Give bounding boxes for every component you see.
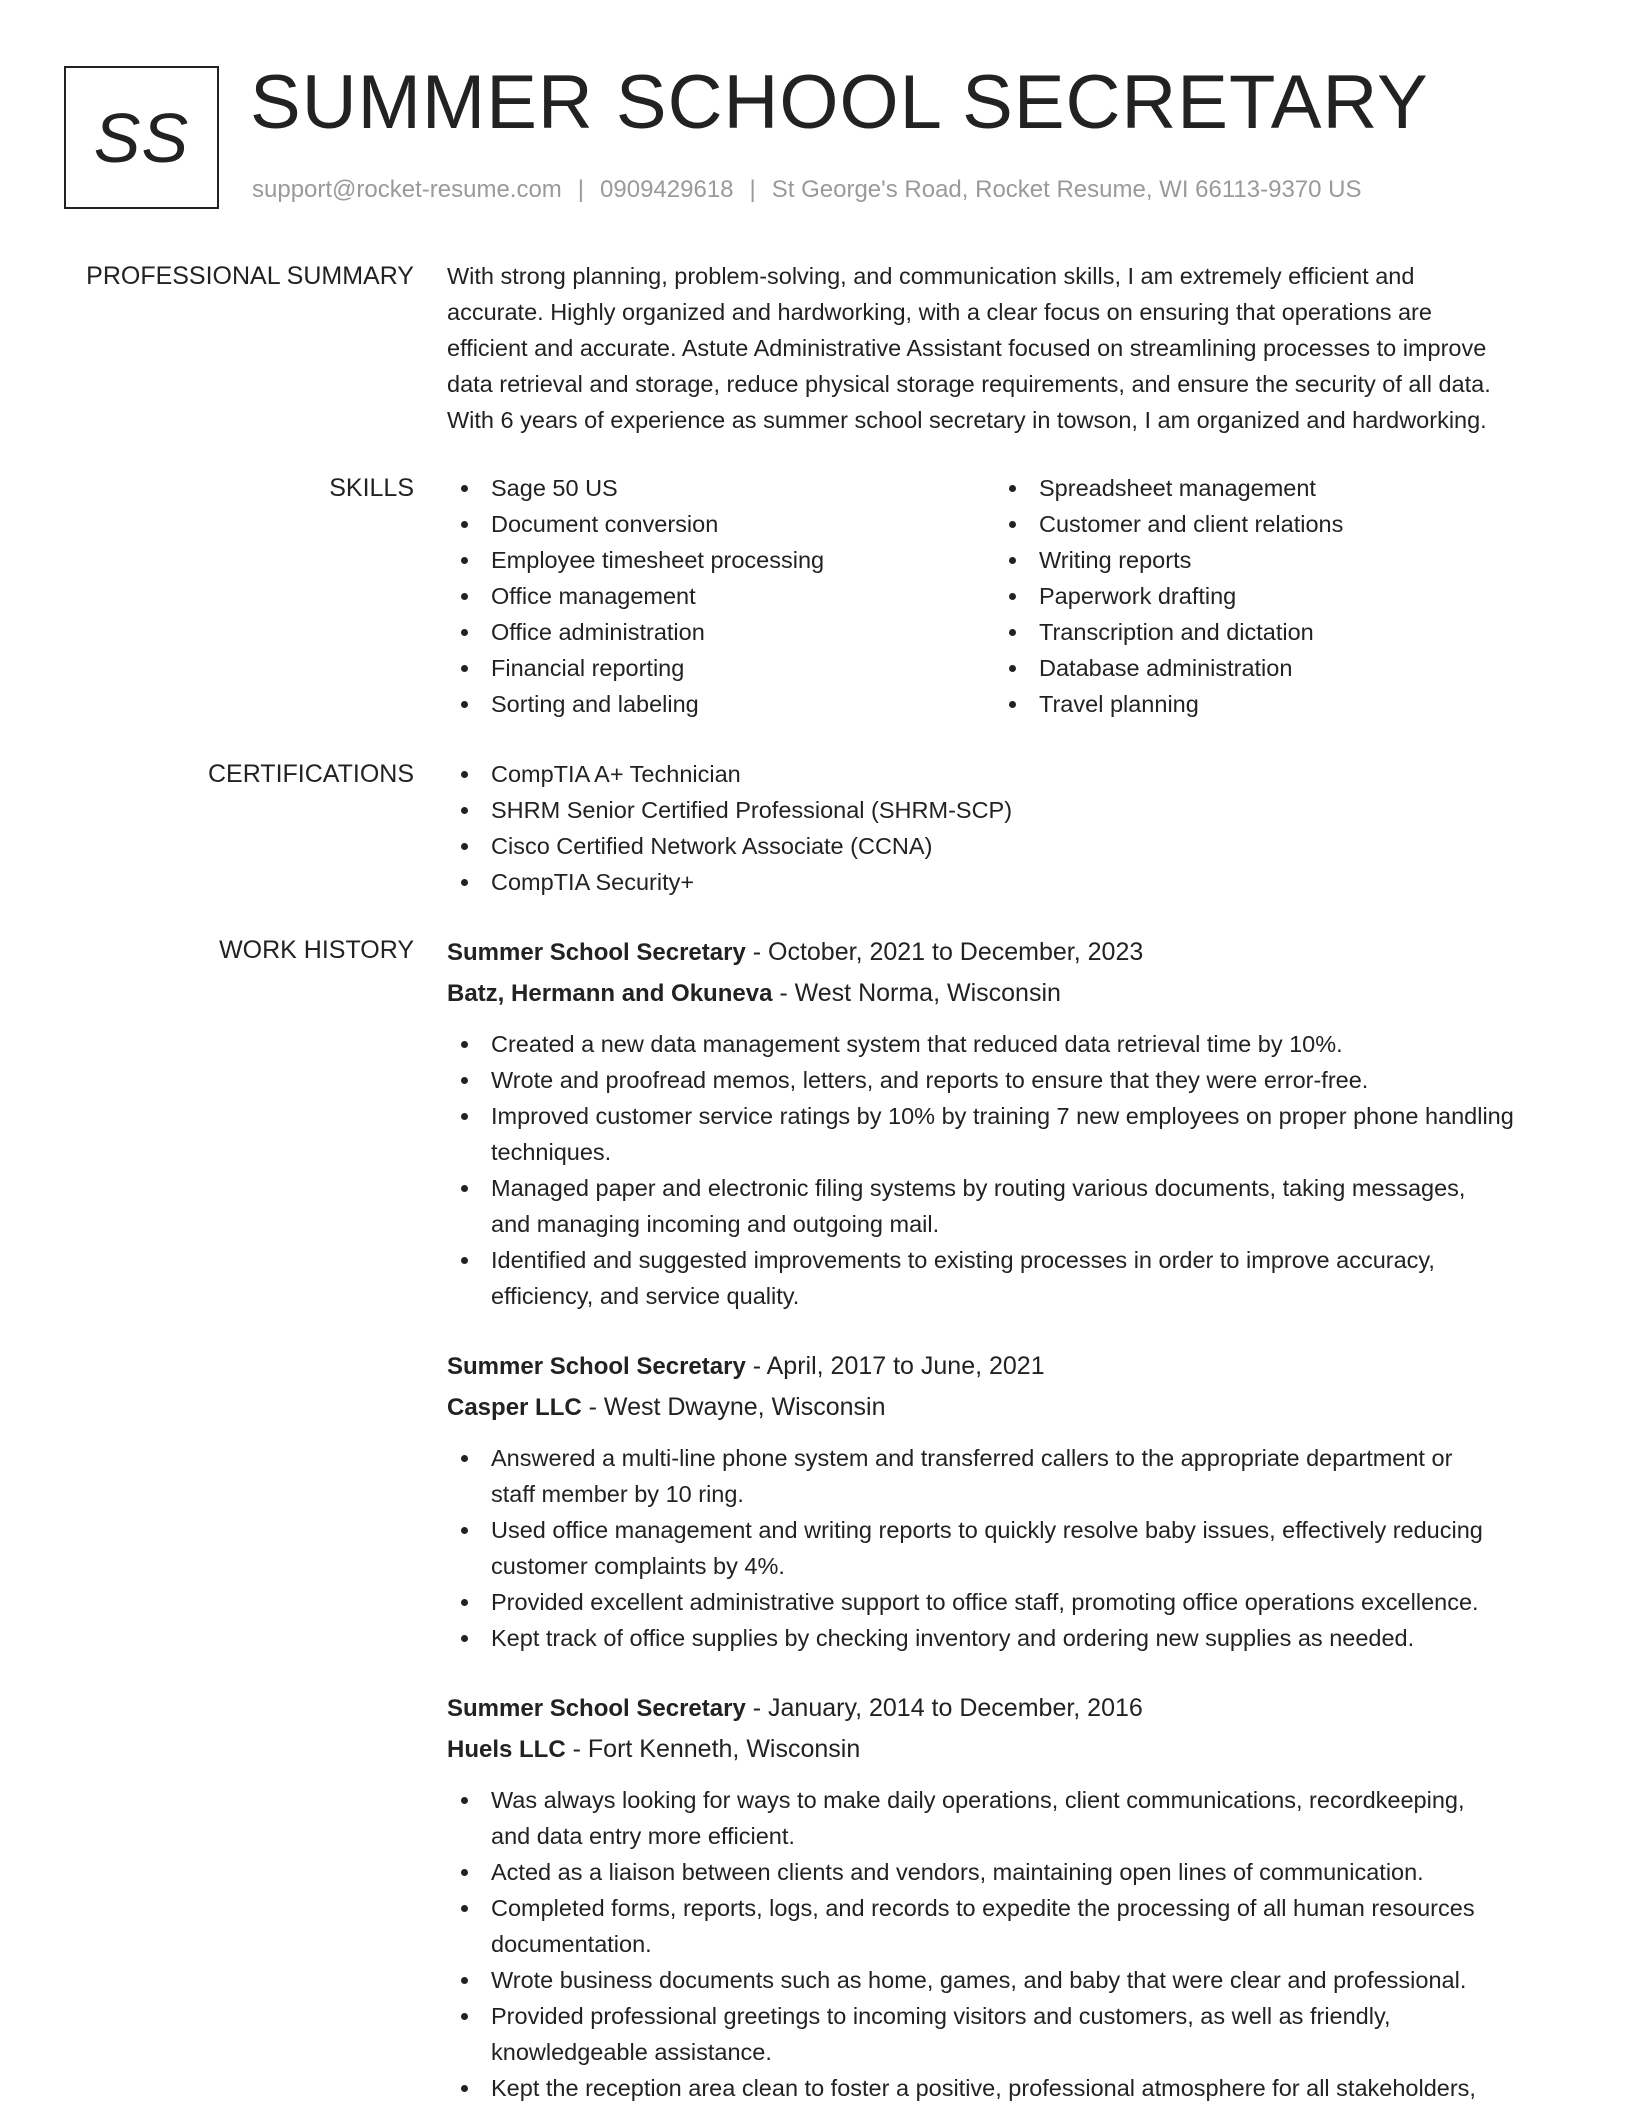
skill-item: Customer and client relations (995, 506, 1543, 542)
job-bullet: Completed forms, reports, logs, and records to expedite the processing of all human resources documentation. (447, 1890, 1567, 1962)
contact-address: St George's Road, Rocket Resume, WI 66113-9370 US (771, 176, 1362, 203)
job-bullet: Kept track of office supplies by checking inventory and ordering new supplies as needed. (447, 1620, 1567, 1656)
monogram-badge: SS (64, 66, 219, 209)
summary-line: data retrieval and storage, reduce physical storage requirements, and ensure the security of all data. (447, 371, 1491, 397)
job-bullet: Acted as a liaison between clients and vendors, maintaining open lines of communication. (447, 1854, 1567, 1890)
job-bullet: Managed paper and electronic filing systems by routing various documents, taking messages, and managing incoming and outgoing mail. (447, 1170, 1567, 1242)
job-company: Batz, Hermann and Okuneva (447, 980, 773, 1007)
job-role: Summer School Secretary (447, 1353, 746, 1380)
job-bullets (447, 1782, 1567, 2106)
job-dates: - October, 2021 to December, 2023 (745, 938, 1144, 966)
skill-item: Sorting and labeling (447, 686, 995, 722)
skill-item: Financial reporting (447, 650, 995, 686)
skill-item: Document conversion (447, 506, 995, 542)
job-entry (447, 932, 1567, 1314)
skill-item: Writing reports (995, 542, 1543, 578)
certifications-heading: CERTIFICATIONS (207, 760, 414, 788)
work-history-list (447, 932, 1567, 2112)
job-role: Summer School Secretary (447, 1695, 746, 1722)
job-title-line (447, 932, 1567, 973)
job-entry (447, 1688, 1567, 2106)
skills-column-right (995, 470, 1543, 722)
job-location: - West Norma, Wisconsin (772, 979, 1061, 1007)
job-dates: - January, 2014 to December, 2016 (745, 1694, 1143, 1722)
job-bullet: Answered a multi-line phone system and transferred callers to the appropriate department or staff member by 10 ring. (447, 1440, 1567, 1512)
job-bullet: Kept the reception area clean to foster a positive, professional atmosphere for all stakeholders, (447, 2070, 1567, 2106)
job-role: Summer School Secretary (447, 939, 746, 966)
skill-item: Database administration (995, 650, 1543, 686)
skill-item: Paperwork drafting (995, 578, 1543, 614)
certification-item: CompTIA Security+ (447, 864, 1567, 900)
job-bullet: Wrote business documents such as home, games, and baby that were clear and professional. (447, 1962, 1567, 1998)
skill-item: Spreadsheet management (995, 470, 1543, 506)
job-company-line (447, 973, 1567, 1014)
skills-column-left (447, 470, 995, 722)
job-location: - West Dwayne, Wisconsin (581, 1393, 886, 1421)
skill-item: Sage 50 US (447, 470, 995, 506)
job-bullets (447, 1440, 1567, 1656)
job-company-line (447, 1729, 1567, 1770)
certification-item: Cisco Certified Network Associate (CCNA) (447, 828, 1567, 864)
job-company: Casper LLC (447, 1394, 582, 1421)
job-bullets (447, 1026, 1567, 1314)
job-title-line (447, 1688, 1567, 1729)
job-bullet: Created a new data management system that reduced data retrieval time by 10%. (447, 1026, 1567, 1062)
certification-item: SHRM Senior Certified Professional (SHRM-SCP) (447, 792, 1567, 828)
skill-item: Travel planning (995, 686, 1543, 722)
summary-heading: PROFESSIONAL SUMMARY (86, 262, 414, 290)
job-company-line (447, 1387, 1567, 1428)
job-bullet: Provided excellent administrative support to office staff, promoting office operations excellence. (447, 1584, 1567, 1620)
skill-item: Office management (447, 578, 995, 614)
contact-phone[interactable]: 0909429618 (600, 176, 734, 203)
job-entry (447, 1346, 1567, 1656)
job-bullet: Used office management and writing reports to quickly resolve baby issues, effectively reducing customer complaints by 4%. (447, 1512, 1567, 1584)
candidate-name: SUMMER SCHOOL SECRETARY (250, 60, 1429, 145)
summary-text (447, 258, 1567, 438)
job-title-line (447, 1346, 1567, 1387)
job-location: - Fort Kenneth, Wisconsin (565, 1735, 861, 1763)
summary-line: accurate. Highly organized and hardworking, with a clear focus on ensuring that operations are (447, 299, 1432, 325)
skill-item: Employee timesheet processing (447, 542, 995, 578)
skills-list (447, 470, 1567, 722)
job-company: Huels LLC (447, 1736, 566, 1763)
skill-item: Transcription and dictation (995, 614, 1543, 650)
summary-line: efficient and accurate. Astute Administrative Assistant focused on streamlining processes to improve (447, 335, 1487, 361)
job-bullet: Provided professional greetings to incoming visitors and customers, as well as friendly, knowledgeable assistance. (447, 1998, 1567, 2070)
certification-item: CompTIA A+ Technician (447, 756, 1567, 792)
summary-line: With 6 years of experience as summer school secretary in towson, I am organized and hardworking. (447, 407, 1487, 433)
resume-header (0, 0, 1632, 230)
skill-item: Office administration (447, 614, 995, 650)
contact-email[interactable]: support@rocket-resume.com (252, 176, 562, 203)
job-bullet: Improved customer service ratings by 10% by training 7 new employees on proper phone handling techniques. (447, 1098, 1567, 1170)
summary-line: With strong planning, problem-solving, and communication skills, I am extremely efficient and (447, 263, 1415, 289)
contact-separator: | (577, 176, 585, 203)
contact-separator: | (749, 176, 756, 203)
job-dates: - April, 2017 to June, 2021 (745, 1352, 1045, 1380)
contact-line (252, 174, 1362, 206)
certifications-list (447, 756, 1567, 900)
job-bullet: Identified and suggested improvements to existing processes in order to improve accuracy, efficiency, and service quality. (447, 1242, 1567, 1314)
job-bullet: Was always looking for ways to make daily operations, client communications, recordkeeping, and data entry more efficient. (447, 1782, 1567, 1854)
job-bullet: Wrote and proofread memos, letters, and reports to ensure that they were error-free. (447, 1062, 1567, 1098)
work-history-heading: WORK HISTORY (219, 936, 414, 964)
skills-heading: SKILLS (329, 474, 414, 502)
